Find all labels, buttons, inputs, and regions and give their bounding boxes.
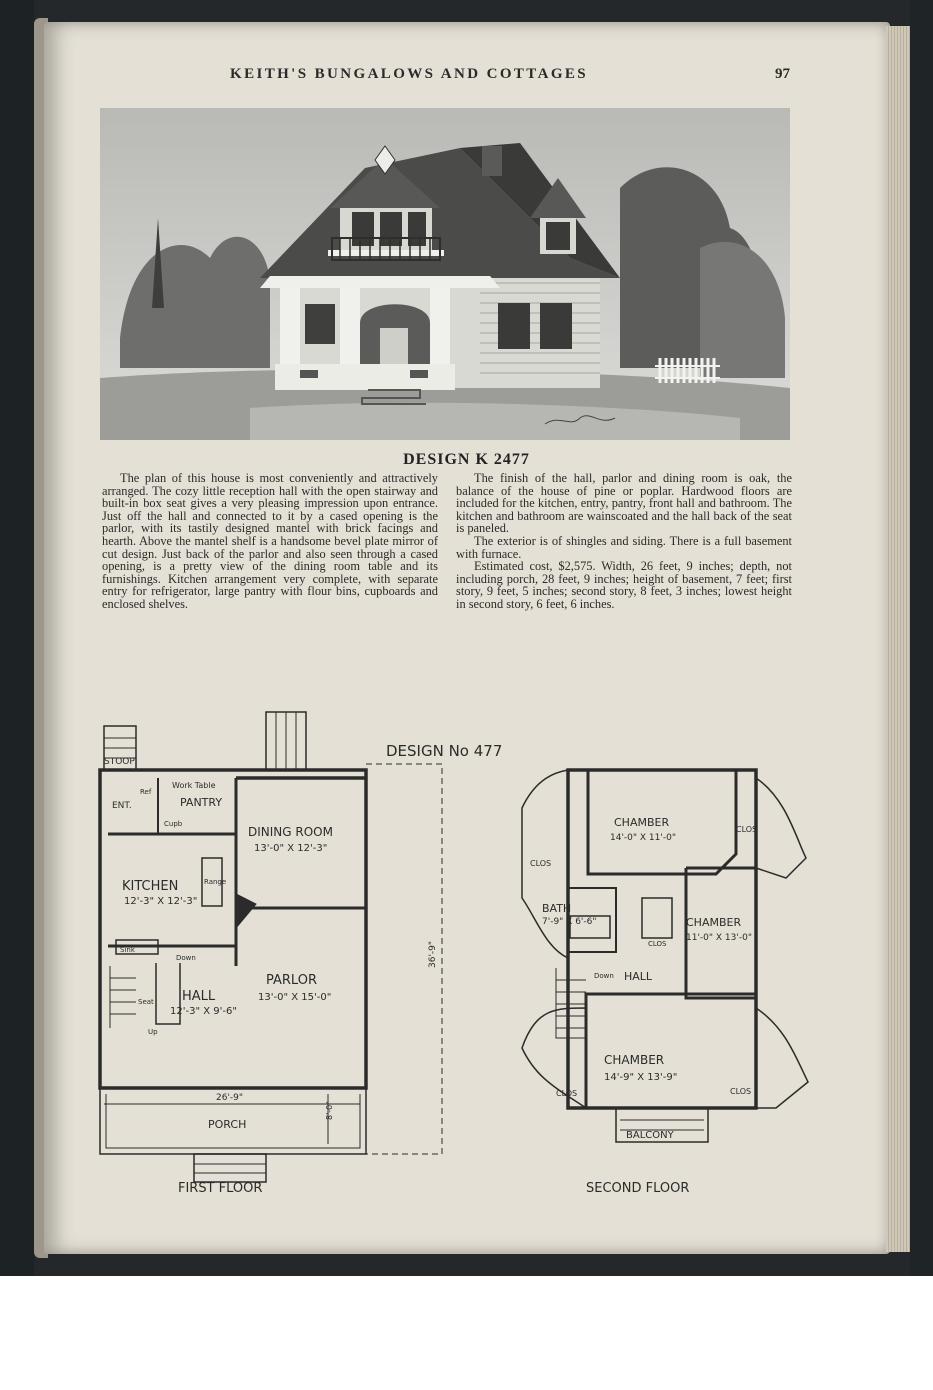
parlor-size: 13'-0" X 15'-0" <box>258 992 332 1003</box>
cupboard-label: Cupb <box>164 820 183 828</box>
description-paragraph: The plan of this house is most conveniently and attractively arranged. The cozy little reception hall with the open stairway and built-in box seat gives a very pleasing impression upon entrance. Just off the hall and connected to it by a cased opening is the parlor, with its tastily designed mantel with brick facings and hearth. Above the mantel shelf is a handsome bevel plate mirror of cut design. Just back of the parlor and also seen through a cased opening, is a pretty view of the dining room table and its furnishings. Kitchen arrangement very complete, with separate entry for refrigerator, large pantry with flour bins, cupboards and enclosed shelves. <box>102 471 438 611</box>
closet-label: CLOS <box>530 859 552 868</box>
hall-size: 12'-3" X 9'-6" <box>170 1006 237 1017</box>
bath-label: BATH <box>542 902 572 915</box>
seat-label: Seat <box>138 998 154 1006</box>
right-cover <box>910 0 933 1276</box>
closet-label: CLOS <box>648 940 667 948</box>
description-left-column <box>102 472 438 611</box>
porch-label: PORCH <box>208 1118 247 1131</box>
width-dimension: 26'-9" <box>216 1093 244 1103</box>
stoop-label: STOOP <box>104 757 135 767</box>
right-page-edges <box>886 26 912 1252</box>
upper-down-label: Down <box>594 972 614 980</box>
exterior-paragraph: The exterior is of shingles and siding. There is a full basement with furnace. <box>456 533 792 561</box>
left-cover <box>0 0 34 1276</box>
closet-label: CLOS <box>730 1087 752 1096</box>
chamber-size: 11'-0" X 13'-0" <box>686 933 752 943</box>
page-number: 97 <box>775 66 790 82</box>
entry-label: ENT. <box>112 801 132 811</box>
bath-size: 7'-9" X 6'-6" <box>542 917 597 927</box>
down-label: Down <box>176 954 196 962</box>
work-table-label: Work Table <box>172 781 216 790</box>
chamber-size: 14'-0" X 11'-0" <box>610 833 676 843</box>
parlor-label: PARLOR <box>266 973 317 988</box>
chamber-label: CHAMBER <box>604 1053 665 1067</box>
design-title: DESIGN K 2477 <box>403 451 530 468</box>
chamber-size: 14'-9" X 13'-9" <box>604 1072 678 1083</box>
porch-depth-dimension: 8'-0" <box>325 1101 334 1120</box>
depth-dimension: 36'-9" <box>428 940 438 968</box>
kitchen-label: KITCHEN <box>122 879 179 894</box>
up-label: Up <box>148 1028 158 1036</box>
floor-plans <box>96 708 826 1206</box>
upper-hall-label: HALL <box>624 970 653 983</box>
range-label: Range <box>204 878 227 886</box>
closet-label: CLOS <box>736 825 758 834</box>
bottom-margin <box>0 1276 933 1390</box>
balcony-label: BALCONY <box>626 1130 674 1141</box>
kitchen-size: 12'-3" X 12'-3" <box>124 896 198 907</box>
chamber-label: CHAMBER <box>614 816 670 829</box>
sink-label: Sink <box>120 946 135 954</box>
ref-label: Ref <box>140 788 152 796</box>
dining-room-label: DINING ROOM <box>248 825 333 839</box>
first-floor-outline <box>100 770 366 1088</box>
finish-paragraph: The finish of the hall, parlor and dining room is oak, the balance of the house of pine or poplar. Hardwood floors are included for the kitchen, entry, pantry, front hall and bathroom. The kitchen and bathroom are wainscoated and the hall back of the seat is paneled. <box>456 471 792 536</box>
closet-label: CLOS <box>556 1089 578 1098</box>
dining-room-size: 13'-0" X 12'-3" <box>254 843 328 854</box>
chamber-label: CHAMBER <box>686 916 742 929</box>
description-right-column <box>456 472 792 611</box>
hall-label: HALL <box>182 989 216 1004</box>
pantry-label: PANTRY <box>180 796 223 809</box>
second-floor-caption: SECOND FLOOR <box>586 1181 690 1196</box>
house-illustration <box>100 108 790 440</box>
first-floor-caption: FIRST FLOOR <box>178 1181 263 1196</box>
cost-paragraph: Estimated cost, $2,575. Width, 26 feet, 9 inches; depth, not including porch, 28 feet, 9 inches; height of basement, 7 feet; first story, 9 feet, 5 inches; second story, 8 feet, 3 inches; lowest height in second story, 6 feet, 6 inches. <box>456 559 792 611</box>
plans-heading: DESIGN No 477 <box>386 742 503 760</box>
running-head: KEITH'S BUNGALOWS AND COTTAGES <box>230 66 589 82</box>
